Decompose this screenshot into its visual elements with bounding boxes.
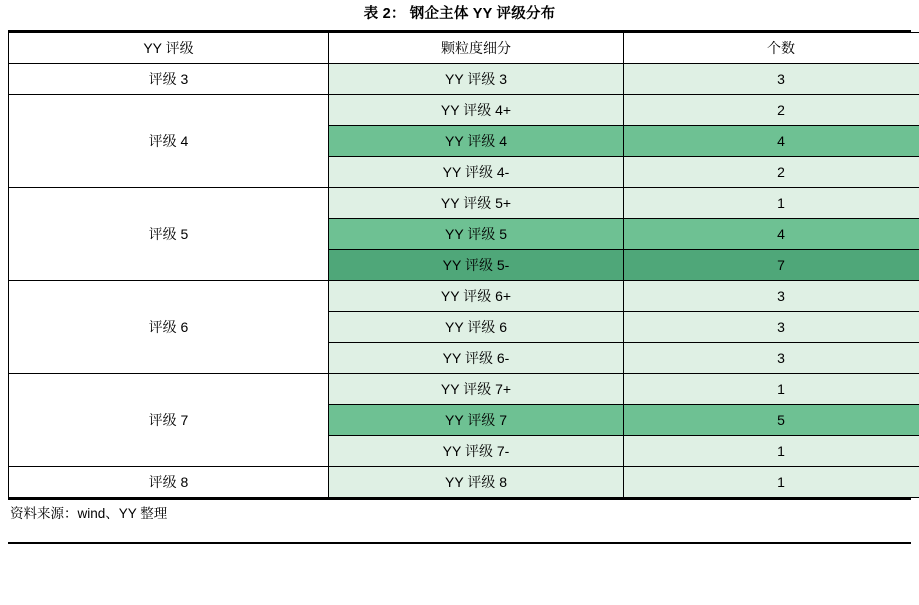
group-label: 评级 7 bbox=[9, 374, 329, 467]
table-row bbox=[9, 281, 919, 312]
column-header-count: 个数 bbox=[624, 33, 919, 64]
count-value: 2 bbox=[624, 95, 919, 126]
sub-rating: YY 评级 6 bbox=[329, 312, 624, 343]
source-note-text: 资料来源：wind、YY 整理 bbox=[10, 506, 168, 522]
rating-distribution-table bbox=[8, 32, 919, 498]
group-label: 评级 8 bbox=[9, 467, 329, 498]
group-label: 评级 4 bbox=[9, 95, 329, 188]
group-label: 评级 6 bbox=[9, 281, 329, 374]
sub-rating: YY 评级 5+ bbox=[329, 188, 624, 219]
group-label: 评级 3 bbox=[9, 64, 329, 95]
count-value: 1 bbox=[624, 374, 919, 405]
group-label: 评级 5 bbox=[9, 188, 329, 281]
sub-rating: YY 评级 4 bbox=[329, 126, 624, 157]
count-value: 3 bbox=[624, 281, 919, 312]
count-value: 3 bbox=[624, 64, 919, 95]
sub-rating: YY 评级 7+ bbox=[329, 374, 624, 405]
table-row bbox=[9, 467, 919, 498]
count-value: 7 bbox=[624, 250, 919, 281]
table-row bbox=[9, 64, 919, 95]
table-title: 表 2： 钢企主体 YY 评级分布 bbox=[8, 0, 911, 32]
count-value: 1 bbox=[624, 467, 919, 498]
sub-rating: YY 评级 8 bbox=[329, 467, 624, 498]
table-row bbox=[9, 95, 919, 126]
count-value: 4 bbox=[624, 219, 919, 250]
count-value: 1 bbox=[624, 436, 919, 467]
table-body bbox=[9, 33, 919, 498]
count-value: 2 bbox=[624, 157, 919, 188]
sub-rating: YY 评级 5- bbox=[329, 250, 624, 281]
count-value: 3 bbox=[624, 312, 919, 343]
count-value: 3 bbox=[624, 343, 919, 374]
table-header-row bbox=[9, 33, 919, 64]
table-row bbox=[9, 374, 919, 405]
sub-rating: YY 评级 5 bbox=[329, 219, 624, 250]
sub-rating: YY 评级 4+ bbox=[329, 95, 624, 126]
count-value: 4 bbox=[624, 126, 919, 157]
table-row bbox=[9, 188, 919, 219]
count-value: 1 bbox=[624, 188, 919, 219]
sub-rating: YY 评级 7 bbox=[329, 405, 624, 436]
sub-rating: YY 评级 4- bbox=[329, 157, 624, 188]
column-header-rating: YY 评级 bbox=[9, 33, 329, 64]
sub-rating: YY 评级 6- bbox=[329, 343, 624, 374]
sub-rating: YY 评级 6+ bbox=[329, 281, 624, 312]
sub-rating: YY 评级 7- bbox=[329, 436, 624, 467]
source-note bbox=[8, 498, 911, 544]
sub-rating: YY 评级 3 bbox=[329, 64, 624, 95]
count-value: 5 bbox=[624, 405, 919, 436]
column-header-granularity: 颗粒度细分 bbox=[329, 33, 624, 64]
